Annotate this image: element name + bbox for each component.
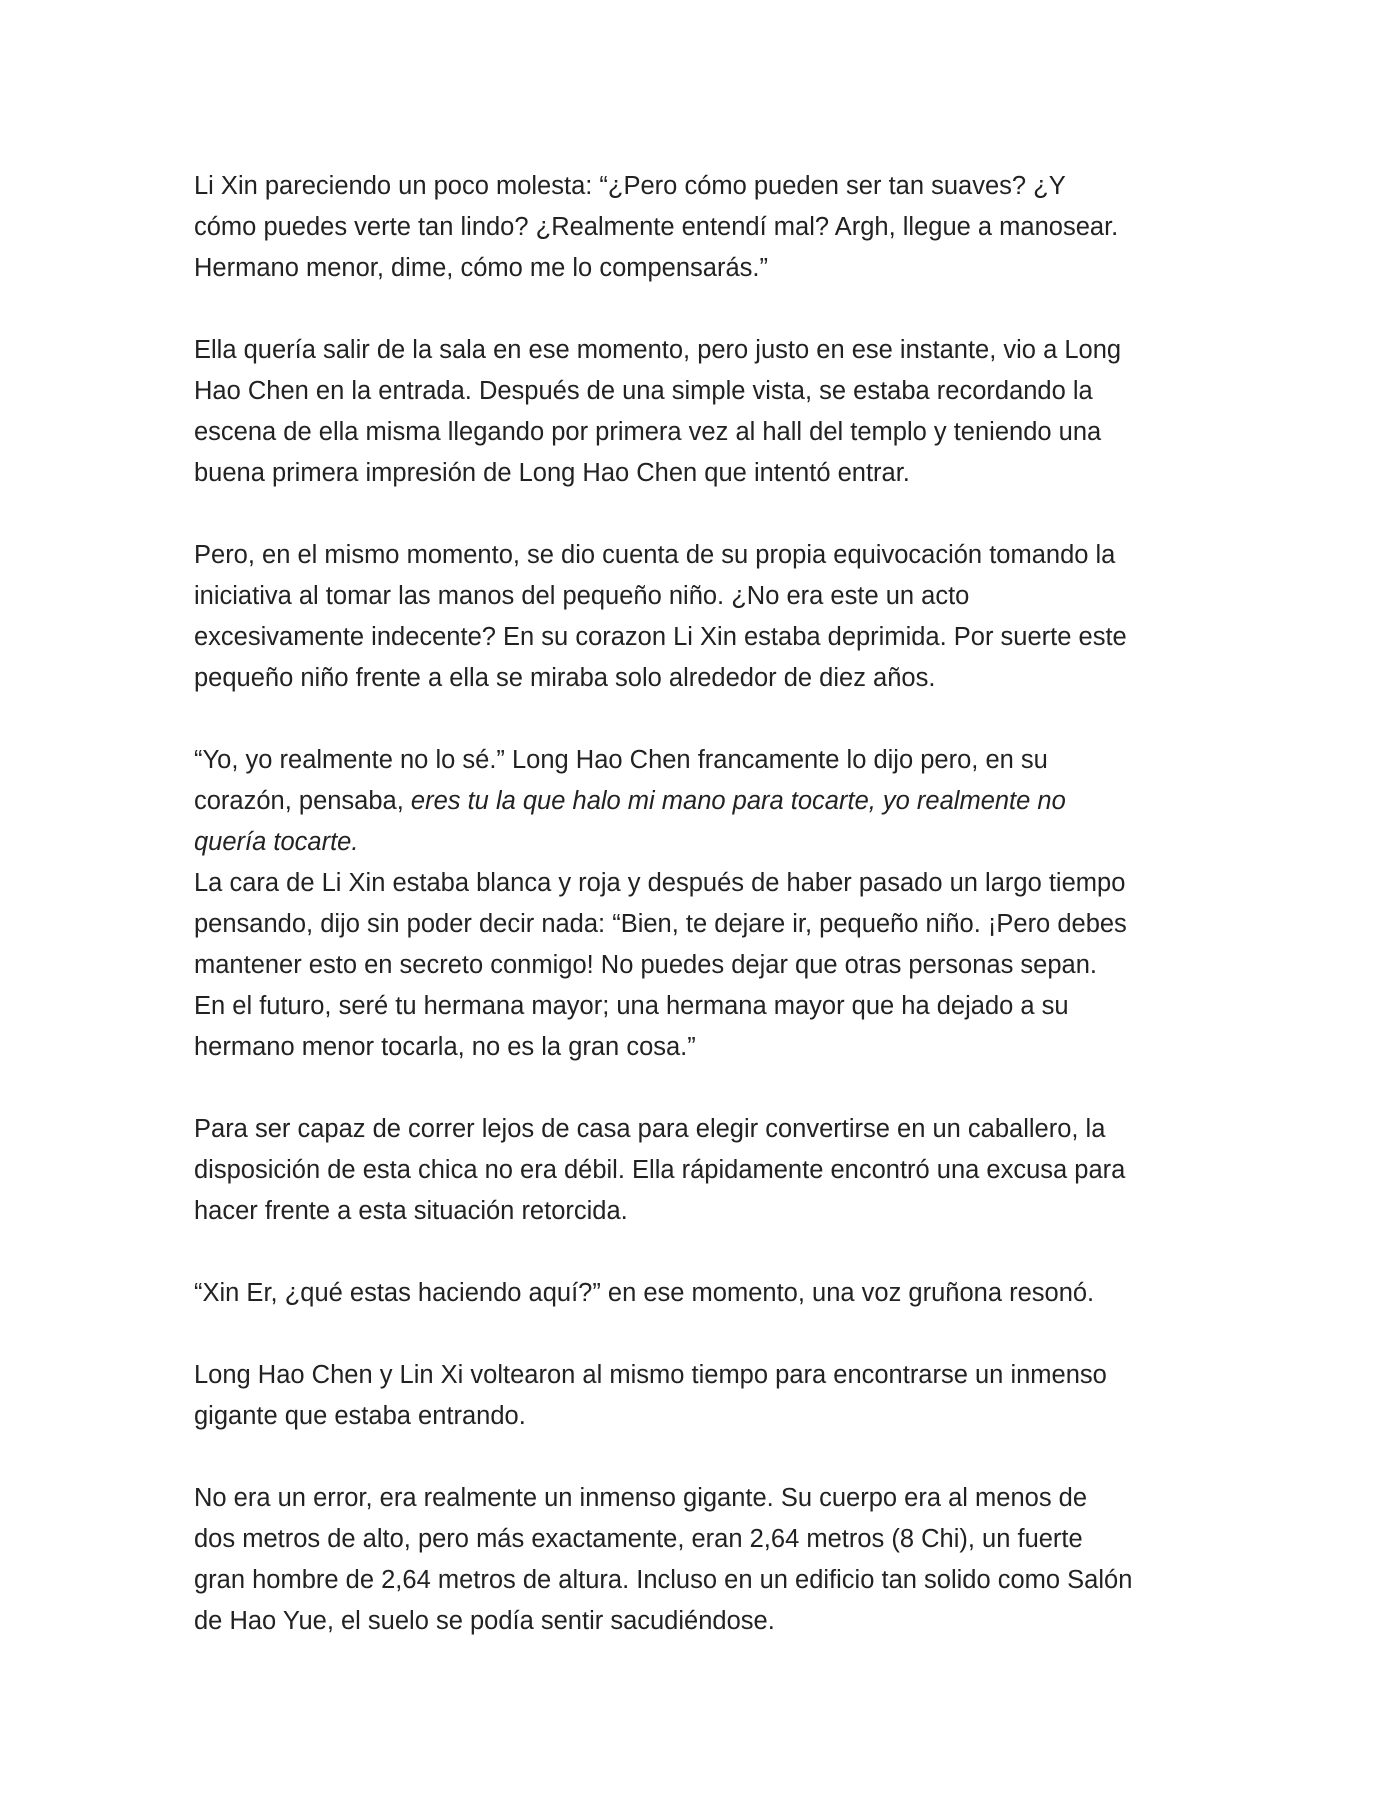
- text-line: pensando, dijo sin poder decir nada: “Bien, te dejare ir, pequeño niño. ¡Pero debes: [194, 910, 1127, 938]
- text-line: dos metros de alto, pero más exactamente, eran 2,64 metros (8 Chi), un fuerte: [194, 1525, 1083, 1553]
- text-line: buena primera impresión de Long Hao Chen que intentó entrar.: [194, 459, 910, 487]
- text-line: En el futuro, seré tu hermana mayor; una hermana mayor que ha dejado a su: [194, 992, 1069, 1020]
- text-line: escena de ella misma llegando por primera vez al hall del templo y teniendo una: [194, 418, 1102, 446]
- text-line: Li Xin pareciendo un poco molesta: “¿Pero cómo pueden ser tan suaves? ¿Y: [194, 172, 1066, 200]
- text-line-mixed: [194, 781, 1224, 822]
- plain-text: corazón, pensaba,: [194, 787, 411, 815]
- text-line: gigante que estaba entrando.: [194, 1402, 526, 1430]
- text-line: gran hombre de 2,64 metros de altura. Incluso en un edificio tan solido como Salón: [194, 1566, 1133, 1594]
- paragraph-7: [194, 1273, 1224, 1314]
- paragraph-2: [194, 330, 1224, 494]
- paragraph-4: [194, 740, 1224, 863]
- text-line: hacer frente a esta situación retorcida.: [194, 1197, 628, 1225]
- text-line: excesivamente indecente? En su corazon Li Xin estaba deprimida. Por suerte este: [194, 623, 1127, 651]
- text-line: “Yo, yo realmente no lo sé.” Long Hao Chen francamente lo dijo pero, en su: [194, 746, 1048, 774]
- text-line: “Xin Er, ¿qué estas haciendo aquí?” en ese momento, una voz gruñona resonó.: [194, 1279, 1095, 1307]
- text-line: No era un error, era realmente un inmenso gigante. Su cuerpo era al menos de: [194, 1484, 1088, 1512]
- text-line: iniciativa al tomar las manos del pequeño niño. ¿No era este un acto: [194, 582, 970, 610]
- paragraph-9: [194, 1478, 1224, 1642]
- italic-thought: eres tu la que halo mi mano para tocarte, yo realmente no: [410, 787, 1066, 815]
- document-body: [194, 166, 1224, 1683]
- paragraph-3: [194, 535, 1224, 699]
- text-line: Hermano menor, dime, cómo me lo compensarás.”: [194, 254, 768, 282]
- text-line: Pero, en el mismo momento, se dio cuenta de su propia equivocación tomando la: [194, 541, 1116, 569]
- text-line: disposición de esta chica no era débil. Ella rápidamente encontró una excusa para: [194, 1156, 1126, 1184]
- text-line: pequeño niño frente a ella se miraba solo alrededor de diez años.: [194, 664, 936, 692]
- paragraph-5: [194, 863, 1224, 1068]
- italic-thought: quería tocarte.: [194, 828, 359, 856]
- paragraph-1: [194, 166, 1224, 289]
- paragraph-8: [194, 1355, 1224, 1437]
- text-line: Long Hao Chen y Lin Xi voltearon al mismo tiempo para encontrarse un inmenso: [194, 1361, 1107, 1389]
- paragraph-6: [194, 1109, 1224, 1232]
- text-line: Para ser capaz de correr lejos de casa para elegir convertirse en un caballero, la: [194, 1115, 1106, 1143]
- text-line: Hao Chen en la entrada. Después de una simple vista, se estaba recordando la: [194, 377, 1093, 405]
- text-line: cómo puedes verte tan lindo? ¿Realmente entendí mal? Argh, llegue a manosear.: [194, 213, 1119, 241]
- text-line: hermano menor tocarla, no es la gran cosa.”: [194, 1033, 696, 1061]
- text-line: mantener esto en secreto conmigo! No puedes dejar que otras personas sepan.: [194, 951, 1097, 979]
- text-line: La cara de Li Xin estaba blanca y roja y después de haber pasado un largo tiempo: [194, 869, 1126, 897]
- text-line: de Hao Yue, el suelo se podía sentir sacudiéndose.: [194, 1607, 775, 1635]
- text-line: Ella quería salir de la sala en ese momento, pero justo en ese instante, vio a Long: [194, 336, 1122, 364]
